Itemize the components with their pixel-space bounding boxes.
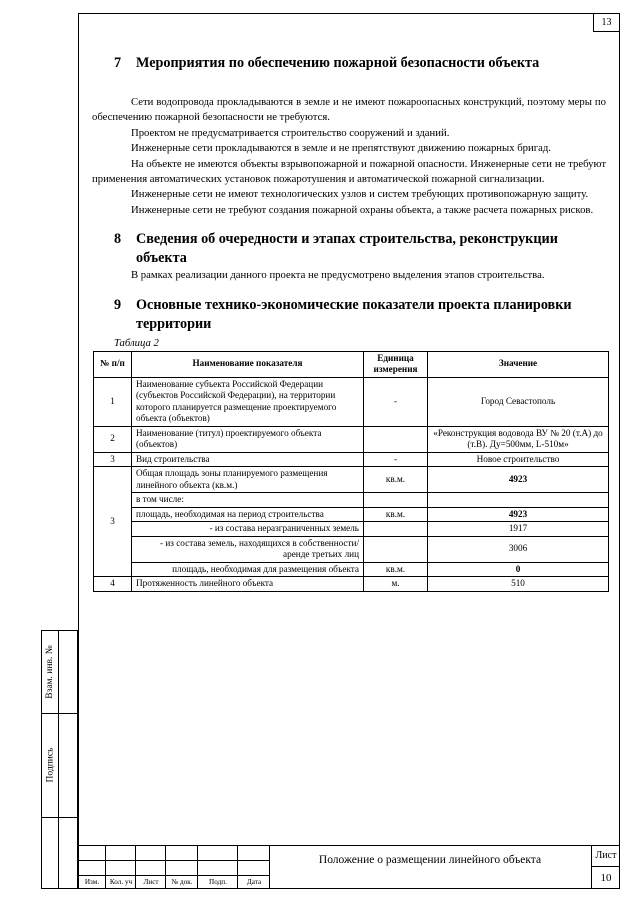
document-title: Положение о размещении линейного объекта	[318, 854, 542, 866]
cell-value: Город Севастополь	[428, 377, 609, 426]
sheet-number: 10	[600, 872, 612, 884]
col-label-data: Дата	[246, 878, 262, 886]
section-title: Основные технико-экономические показатели проекта планировки территории	[136, 296, 572, 332]
header-num: № п/п	[94, 351, 132, 377]
table-row	[94, 562, 609, 577]
table-row	[94, 452, 609, 467]
side-label-vzam: Взам. инв. №	[45, 645, 56, 699]
cell-num: 4	[94, 577, 132, 592]
table-caption: Таблица 2	[114, 336, 159, 349]
col-label-kol-uch: Кол. уч	[109, 878, 133, 886]
cell-value: 1917	[428, 522, 609, 537]
section-title: Сведения об очередности и этапах строительства, реконструкции объекта	[136, 231, 558, 267]
cell-unit	[364, 536, 428, 562]
cell-unit: кв.м.	[364, 507, 428, 522]
cell-unit	[364, 426, 428, 452]
cell-name: площадь, необходимая на период строительства	[132, 507, 364, 522]
page-corner-number: 13	[593, 13, 620, 32]
indicators-table	[93, 351, 609, 592]
cell-unit: м.	[364, 577, 428, 592]
table-row	[94, 377, 609, 426]
table-row	[94, 536, 609, 562]
section-number: 8	[114, 231, 122, 248]
cell-name: Протяженность линейного объекта	[132, 577, 364, 592]
cell-value: Новое строительство	[428, 452, 609, 467]
paragraph: Сети водопровода прокладываются в земле и не имеют пожароопасных конструкций, поэтому меры по обеспечению пожарной безопасности не требуются.	[92, 96, 606, 124]
cell-value: 4923	[428, 507, 609, 522]
col-label-podp: Подп.	[209, 878, 227, 886]
cell-name: Наименование (титул) проектируемого объекта (объектов)	[132, 426, 364, 452]
sheet-label: Лист	[595, 850, 617, 861]
col-label-izm: Изм.	[84, 878, 100, 886]
cell-value: 4923	[428, 467, 609, 493]
cell-name: - из состава земель, находящихся в собственности/аренде третьих лиц	[132, 536, 364, 562]
section-number: 9	[114, 296, 122, 313]
cell-unit: -	[364, 452, 428, 467]
table-header-row	[94, 351, 609, 377]
cell-name: Общая площадь зоны планируемого размещения линейного объекта (кв.м.)	[132, 467, 364, 493]
cell-value	[428, 493, 609, 508]
cell-num: 3	[94, 452, 132, 467]
col-label-list: Лист	[143, 878, 159, 886]
cell-num: 3	[94, 467, 132, 577]
cell-value: 0	[428, 562, 609, 577]
cell-name: в том числе:	[132, 493, 364, 508]
cell-name: площадь, необходимая для размещения объекта	[132, 562, 364, 577]
cell-name: Вид строительства	[132, 452, 364, 467]
side-stamp	[41, 630, 78, 889]
side-stamp-line	[42, 817, 77, 818]
header-name: Наименование показателя	[132, 351, 364, 377]
section-7-heading	[92, 54, 606, 73]
cell-unit	[364, 522, 428, 537]
cell-name: Наименование субъекта Российской Федерации (субъектов Российской Федерации), на территории которого планируется размещение проектируемого объекта (объектов)	[132, 377, 364, 426]
table-row	[94, 467, 609, 493]
table-row	[94, 522, 609, 537]
paragraph: Инженерные сети не имеют технологических узлов и систем требующих противопожарную защиту.	[131, 188, 589, 201]
paragraph: Инженерные сети не требуют создания пожарной охраны объекта, а также расчета пожарных рисков.	[131, 203, 594, 216]
header-unit: Единица измерения	[364, 351, 428, 377]
cell-unit: кв.м.	[364, 562, 428, 577]
paragraph: Инженерные сети прокладываются в земле и не препятствуют движению пожарных бригад.	[131, 142, 551, 155]
cell-name: - из состава неразграниченных земель	[132, 522, 364, 537]
cell-value: 3006	[428, 536, 609, 562]
col-label-doc: № док.	[171, 878, 193, 886]
cell-num: 1	[94, 377, 132, 426]
section-number: 7	[114, 55, 122, 71]
title-block	[78, 845, 620, 889]
paragraph: На объекте не имеются объекты взрывопожарной и пожарной опасности. Инженерные сети не требуют применения автоматических установок пожаротушения и автоматической пожарной сигнализации.	[92, 157, 606, 186]
title-block-col	[270, 846, 592, 889]
page-content	[92, 54, 606, 592]
table-row	[94, 426, 609, 452]
section-9-heading	[92, 296, 606, 334]
cell-value: «Реконструкция водовода ВУ № 20 (т.А) до (т.В). Ду=500мм, L-510м»	[428, 426, 609, 452]
table-row	[94, 577, 609, 592]
cell-unit: -	[364, 377, 428, 426]
cell-unit	[364, 493, 428, 508]
cell-num: 2	[94, 426, 132, 452]
cell-unit: кв.м.	[364, 467, 428, 493]
title-block-line	[592, 866, 620, 867]
side-stamp-divider	[58, 631, 59, 888]
paragraph: Проектом не предусматривается строительство сооружений и зданий.	[131, 126, 450, 139]
table-row	[94, 493, 609, 508]
header-value: Значение	[428, 351, 609, 377]
paragraph: В рамках реализации данного проекта не предусмотрено выделения этапов строительства.	[131, 269, 545, 282]
section-8-heading	[92, 230, 606, 268]
cell-value: 510	[428, 577, 609, 592]
side-label-podpis: Подпись	[45, 747, 56, 783]
section-title: Мероприятия по обеспечению пожарной безопасности объекта	[136, 55, 540, 71]
table-row	[94, 507, 609, 522]
